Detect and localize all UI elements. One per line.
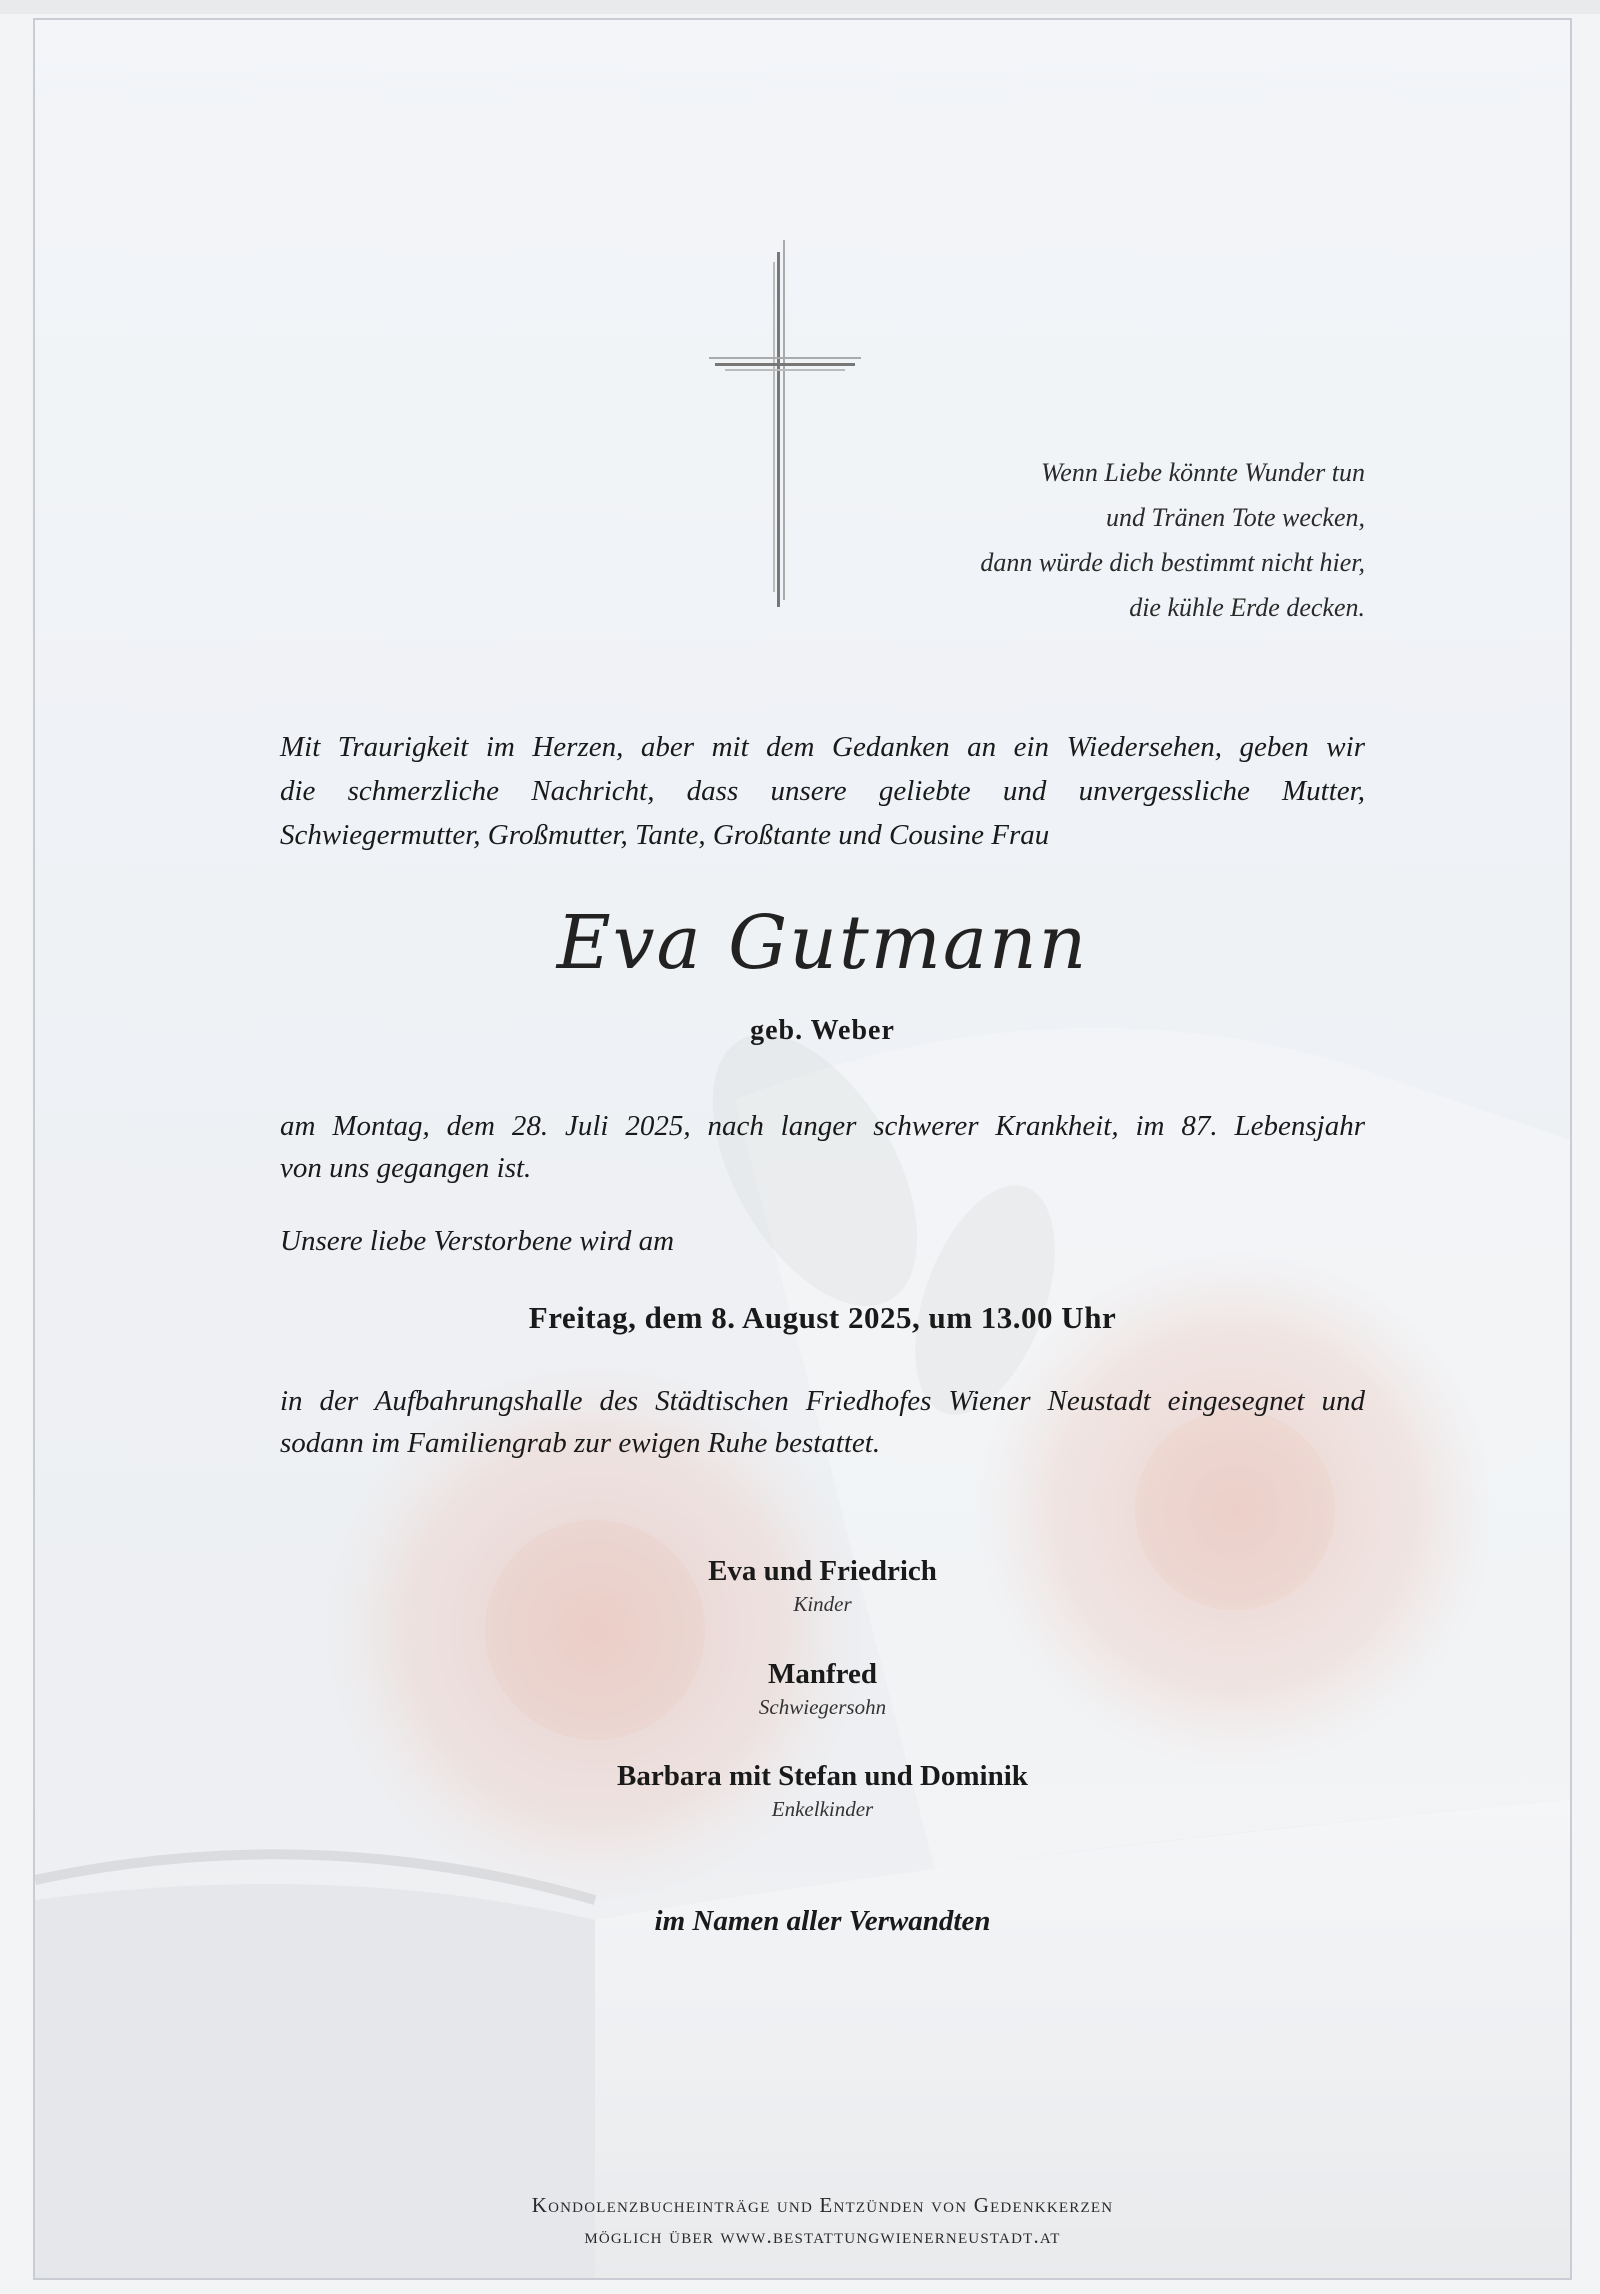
mourner-names: Barbara mit Stefan und Dominik (617, 1760, 1028, 1792)
ceremony-place-line: sodann im Familiengrab zur ewigen Ruhe bestattet. (280, 1427, 881, 1459)
footer-line: möglich über www.bestattungwienerneustadt.at (584, 2224, 1061, 2248)
scan-edge (0, 0, 1600, 14)
poem-line: Wenn Liebe könnte Wunder tun (1041, 458, 1365, 487)
footer-note (280, 2190, 1365, 2252)
mourner-names: Eva und Friedrich (708, 1555, 937, 1587)
poem-line: und Tränen Tote wecken, (1105, 503, 1365, 532)
mourner-relation: Schwiegersohn (758, 1695, 887, 1719)
intro-line: Schwiegermutter, Großmutter, Tante, Großtante und Cousine Frau (280, 819, 1050, 851)
ceremony-intro: Unsere liebe Verstorbene wird am (280, 1225, 675, 1257)
death-line: am Montag, dem 28. Juli 2025, nach langer schwerer Krankheit, im 87. Lebensjahr (280, 1110, 1365, 1142)
maiden-name: geb. Weber (750, 1015, 895, 1046)
deceased-name: Eva Gutmann (556, 900, 1089, 986)
obituary-page (33, 18, 1572, 2280)
mourner-relation: Enkelkinder (771, 1797, 874, 1821)
death-line: von uns gegangen ist. (280, 1152, 532, 1184)
intro-text (280, 725, 1365, 857)
mourner-group (280, 1658, 1365, 1720)
ceremony-date: Freitag, dem 8. August 2025, um 13.00 Uhr (528, 1300, 1117, 1335)
poem-line: die kühle Erde decken. (1129, 593, 1365, 622)
ceremony-place-line: in der Aufbahrungshalle des Städtischen Friedhofes Wiener Neustadt eingesegnet und (280, 1385, 1365, 1417)
ceremony-place (280, 1380, 1365, 1464)
mourner-relation: Kinder (793, 1592, 852, 1616)
intro-line: die schmerzliche Nachricht, dass unsere geliebte und unvergessliche Mutter, (280, 775, 1365, 807)
footer-line: Kondolenzbucheinträge und Entzünden von Gedenkkerzen (531, 2193, 1114, 2217)
intro-line: Mit Traurigkeit im Herzen, aber mit dem Gedanken an ein Wiedersehen, geben wir (280, 731, 1365, 763)
poem (655, 450, 1365, 630)
mourner-group (280, 1555, 1365, 1617)
death-notice (280, 1105, 1365, 1189)
poem-line: dann würde dich bestimmt nicht hier, (980, 548, 1365, 577)
mourner-group (280, 1760, 1365, 1822)
closing-line: im Namen aller Verwandten (654, 1905, 991, 1937)
mourner-names: Manfred (767, 1658, 877, 1690)
